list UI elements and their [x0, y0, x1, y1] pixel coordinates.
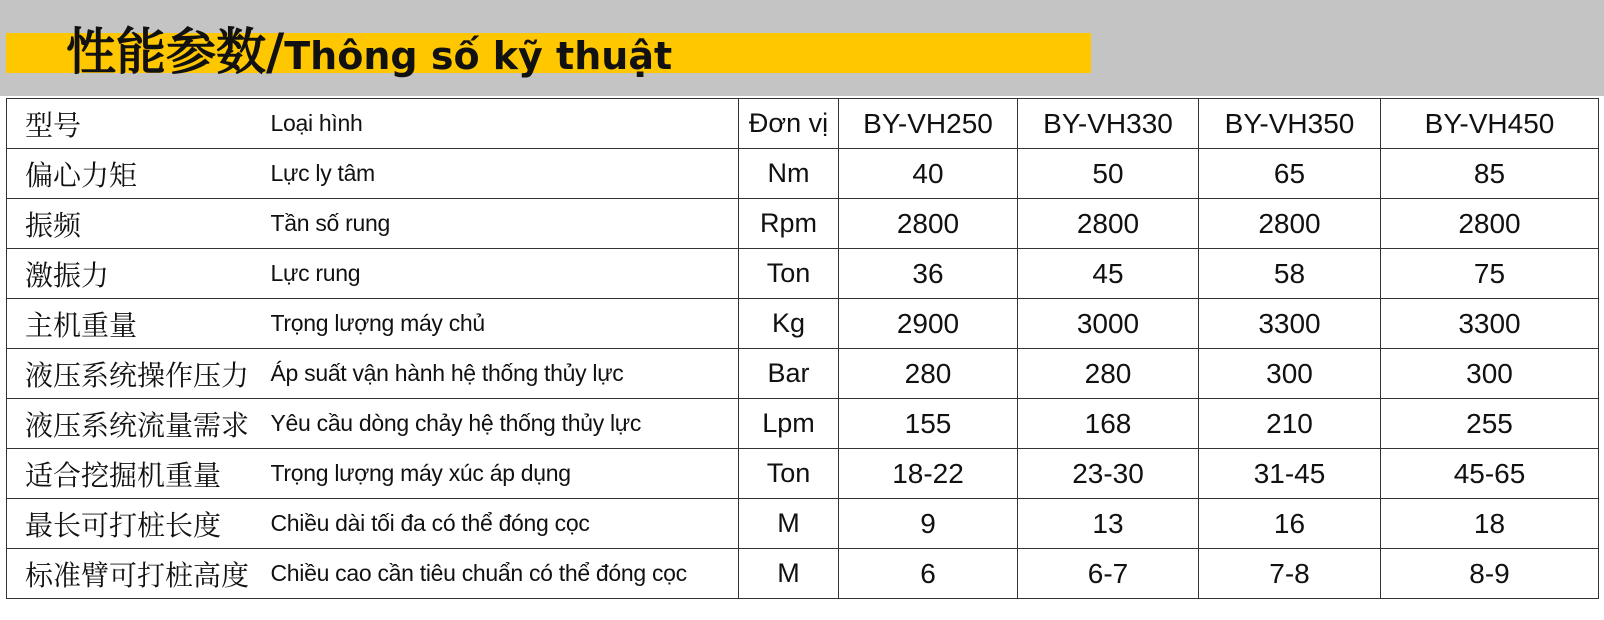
param-label-vi: Trọng lượng máy xúc áp dụng — [265, 449, 739, 499]
param-value: 3300 — [1199, 299, 1381, 349]
table-row — [7, 399, 1599, 449]
param-value: 155 — [839, 399, 1018, 449]
header-model: BY-VH330 — [1018, 99, 1199, 149]
param-unit: M — [739, 549, 839, 599]
table-row — [7, 249, 1599, 299]
page-title — [66, 22, 672, 82]
param-value: 2900 — [839, 299, 1018, 349]
table-row — [7, 549, 1599, 599]
param-label-cn: 激振力 — [7, 249, 265, 299]
param-label-cn: 液压系统操作压力 — [7, 349, 265, 399]
param-label-vi: Yêu cầu dòng chảy hệ thống thủy lực — [265, 399, 739, 449]
table-row — [7, 299, 1599, 349]
param-label-cn: 最长可打桩长度 — [7, 499, 265, 549]
param-unit: Kg — [739, 299, 839, 349]
param-label-cn: 偏心力矩 — [7, 149, 265, 199]
param-value: 300 — [1381, 349, 1599, 399]
table-row — [7, 449, 1599, 499]
param-value: 50 — [1018, 149, 1199, 199]
param-unit: Lpm — [739, 399, 839, 449]
param-value: 2800 — [1018, 199, 1199, 249]
param-value: 2800 — [839, 199, 1018, 249]
param-label-cn: 标准臂可打桩高度 — [7, 549, 265, 599]
param-value: 40 — [839, 149, 1018, 199]
param-value: 280 — [839, 349, 1018, 399]
header-model: BY-VH350 — [1199, 99, 1381, 149]
param-value: 75 — [1381, 249, 1599, 299]
param-value: 36 — [839, 249, 1018, 299]
param-label-vi: Chiều dài tối đa có thể đóng cọc — [265, 499, 739, 549]
param-value: 2800 — [1381, 199, 1599, 249]
param-label-vi: Trọng lượng máy chủ — [265, 299, 739, 349]
header-model: BY-VH250 — [839, 99, 1018, 149]
param-unit: Rpm — [739, 199, 839, 249]
table-header-row — [7, 99, 1599, 149]
param-label-vi: Lực rung — [265, 249, 739, 299]
param-value: 58 — [1199, 249, 1381, 299]
table-row — [7, 499, 1599, 549]
header-label-cn: 型号 — [7, 99, 265, 149]
param-value: 3000 — [1018, 299, 1199, 349]
param-value: 13 — [1018, 499, 1199, 549]
param-value: 9 — [839, 499, 1018, 549]
param-label-cn: 适合挖掘机重量 — [7, 449, 265, 499]
param-unit: Ton — [739, 249, 839, 299]
header-label-vi: Loại hình — [265, 99, 739, 149]
param-unit: Bar — [739, 349, 839, 399]
param-value: 45-65 — [1381, 449, 1599, 499]
param-value: 280 — [1018, 349, 1199, 399]
header-model: BY-VH450 — [1381, 99, 1599, 149]
table-row — [7, 199, 1599, 249]
param-label-cn: 振频 — [7, 199, 265, 249]
param-label-vi: Tần số rung — [265, 199, 739, 249]
param-value: 168 — [1018, 399, 1199, 449]
param-value: 210 — [1199, 399, 1381, 449]
param-label-cn: 液压系统流量需求 — [7, 399, 265, 449]
header-unit: Đơn vị — [739, 99, 839, 149]
param-unit: Nm — [739, 149, 839, 199]
spec-table — [6, 98, 1599, 599]
param-label-vi: Lực ly tâm — [265, 149, 739, 199]
table-row — [7, 149, 1599, 199]
title-chinese: 性能参数/ — [66, 23, 285, 81]
param-value: 45 — [1018, 249, 1199, 299]
param-unit: M — [739, 499, 839, 549]
param-value: 3300 — [1381, 299, 1599, 349]
table-row — [7, 349, 1599, 399]
param-value: 18 — [1381, 499, 1599, 549]
param-value: 65 — [1199, 149, 1381, 199]
param-value: 18-22 — [839, 449, 1018, 499]
param-label-vi: Áp suất vận hành hệ thống thủy lực — [265, 349, 739, 399]
param-label-vi: Chiều cao cần tiêu chuẩn có thể đóng cọc — [265, 549, 739, 599]
param-value: 16 — [1199, 499, 1381, 549]
param-value: 300 — [1199, 349, 1381, 399]
param-label-cn: 主机重量 — [7, 299, 265, 349]
param-value: 23-30 — [1018, 449, 1199, 499]
param-value: 8-9 — [1381, 549, 1599, 599]
param-value: 6-7 — [1018, 549, 1199, 599]
param-unit: Ton — [739, 449, 839, 499]
param-value: 85 — [1381, 149, 1599, 199]
title-vietnamese: Thông số kỹ thuật — [284, 34, 673, 78]
param-value: 2800 — [1199, 199, 1381, 249]
param-value: 6 — [839, 549, 1018, 599]
param-value: 31-45 — [1199, 449, 1381, 499]
param-value: 7-8 — [1199, 549, 1381, 599]
param-value: 255 — [1381, 399, 1599, 449]
